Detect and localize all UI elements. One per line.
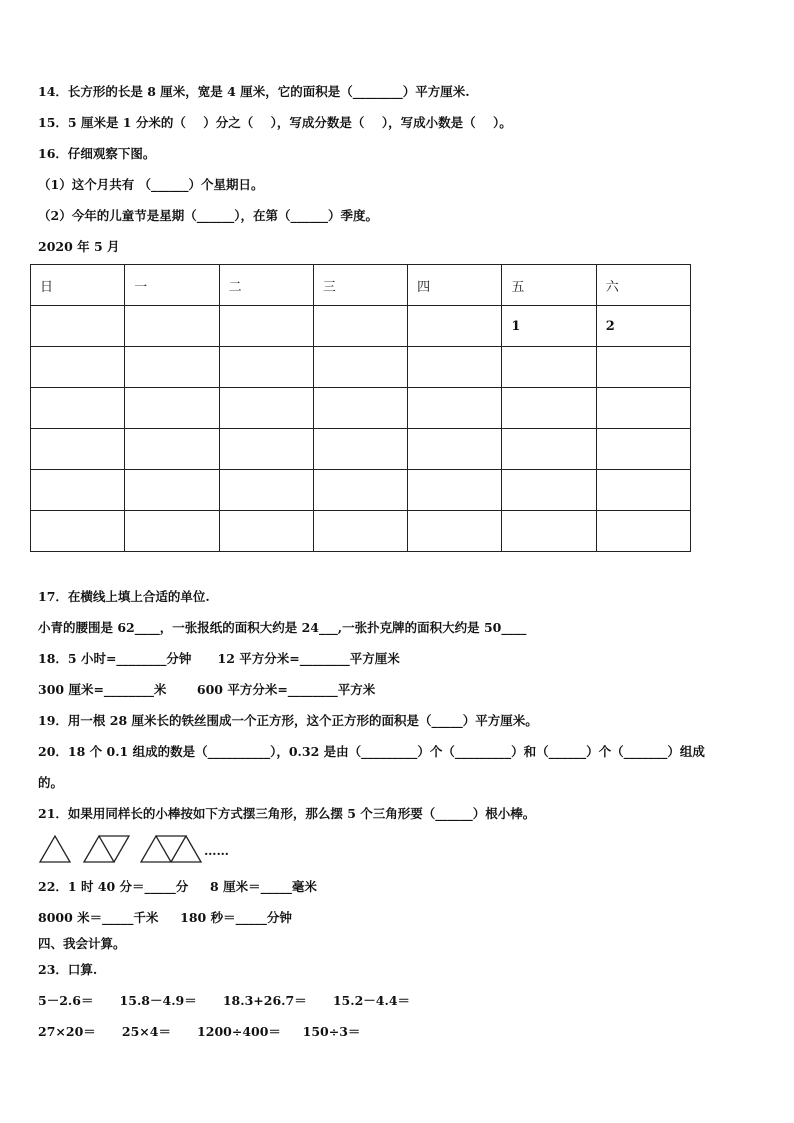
calendar-header-mon: 一 (125, 265, 219, 306)
calendar-header-sat: 六 (596, 265, 690, 306)
calendar-cell (502, 429, 596, 470)
calendar-cell (125, 429, 219, 470)
one-triangle-icon (38, 834, 74, 864)
calendar-cell (31, 347, 125, 388)
calendar-cell (219, 388, 313, 429)
question-16: 16．仔细观察下图。 (38, 146, 156, 161)
calendar-header-sun: 日 (31, 265, 125, 306)
calendar-cell (31, 388, 125, 429)
calendar-cell (31, 511, 125, 552)
calendar-week-row (31, 306, 691, 347)
calendar-cell (408, 347, 502, 388)
calendar-cell: 1 (502, 306, 596, 347)
calendar-cell (219, 306, 313, 347)
question-18-line-2: 300 厘米=________米 600 平方分米=________平方米 (38, 682, 376, 697)
calendar-cell (596, 470, 690, 511)
calendar-cell (313, 347, 407, 388)
question-23: 23．口算. (38, 962, 98, 977)
question-15: 15．5 厘米是 1 分米的（ ）分之（ ），写成分数是（ ），写成小数是（ ）。 (38, 115, 512, 130)
calendar-header-wed: 三 (313, 265, 407, 306)
calendar-cell (125, 388, 219, 429)
question-23-row-1: 5－2.6＝ 15.8－4.9＝ 18.3+26.7＝ 15.2－4.4＝ (38, 993, 411, 1008)
question-20-line-2: 的。 (38, 775, 64, 790)
calendar-cell (313, 388, 407, 429)
calendar-cell (408, 429, 502, 470)
calendar-cell (408, 388, 502, 429)
calendar-cell (502, 347, 596, 388)
calendar-cell (125, 511, 219, 552)
calendar-cell (313, 511, 407, 552)
question-23-row-2: 27×20＝ 25×4＝ 1200÷400＝ 150÷3＝ (38, 1024, 361, 1039)
calendar-table (30, 264, 691, 552)
calendar-cell (408, 470, 502, 511)
calendar-cell (125, 470, 219, 511)
calendar-cell (125, 306, 219, 347)
calendar-cell (502, 511, 596, 552)
calendar-header-thu: 四 (408, 265, 502, 306)
calendar-cell (596, 388, 690, 429)
calendar-week-row (31, 470, 691, 511)
calendar-cell (313, 429, 407, 470)
calendar-cell (31, 470, 125, 511)
question-18-line-1: 18．5 小时=________分钟 12 平方分米=________平方厘米 (38, 651, 400, 666)
calendar-cell (219, 347, 313, 388)
question-19: 19．用一根 28 厘米长的铁丝围成一个正方形，这个正方形的面积是（_____）平方厘米。 (38, 713, 538, 728)
calendar-header-row (31, 265, 691, 306)
question-21: 21．如果用同样长的小棒按如下方式摆三角形，那么摆 5 个三角形要（______）根小棒。 (38, 806, 536, 821)
calendar-title: 2020 年 5 月 (38, 239, 120, 254)
calendar-week-row (31, 347, 691, 388)
calendar-cell (596, 511, 690, 552)
three-triangles-icon (139, 834, 207, 864)
two-triangles-icon (82, 834, 134, 864)
calendar-cell (596, 347, 690, 388)
calendar-cell (219, 470, 313, 511)
question-14: 14．长方形的长是 8 厘米，宽是 4 厘米，它的面积是（________）平方厘米. (38, 84, 470, 99)
question-22-line-1: 22．1 时 40 分＝_____分 8 厘米＝_____毫米 (38, 879, 317, 894)
question-22-line-2: 8000 米＝_____千米 180 秒＝_____分钟 (38, 910, 292, 925)
calendar-cell (219, 429, 313, 470)
calendar-cell (596, 429, 690, 470)
question-16-part-1: （1）这个月共有 （______）个星期日。 (38, 177, 264, 192)
calendar-cell (408, 306, 502, 347)
calendar-cell (31, 306, 125, 347)
calendar-cell (408, 511, 502, 552)
question-17: 17．在横线上填上合适的单位. (38, 589, 210, 604)
calendar-header-fri: 五 (502, 265, 596, 306)
calendar-cell (31, 429, 125, 470)
calendar-cell (313, 306, 407, 347)
calendar-cell (125, 347, 219, 388)
calendar-header-tue: 二 (219, 265, 313, 306)
question-16-part-2: （2）今年的儿童节是星期（______），在第（______）季度。 (38, 208, 378, 223)
calendar-cell (219, 511, 313, 552)
calendar-cell (502, 470, 596, 511)
calendar-cell: 2 (596, 306, 690, 347)
question-17-sentence: 小青的腰围是 62____，一张报纸的面积大约是 24___,一张扑克牌的面积大约是 50____ (38, 620, 527, 635)
calendar-week-row (31, 429, 691, 470)
section-heading-4: 四、我会计算。 (38, 936, 126, 951)
calendar-week-row (31, 388, 691, 429)
calendar-cell (313, 470, 407, 511)
question-20-line-1: 20．18 个 0.1 组成的数是（__________），0.32 是由（_________）个（_________）和（______）个（_______）组成 (38, 744, 705, 759)
calendar-cell (502, 388, 596, 429)
ellipsis: …… (204, 843, 229, 858)
calendar-week-row (31, 511, 691, 552)
